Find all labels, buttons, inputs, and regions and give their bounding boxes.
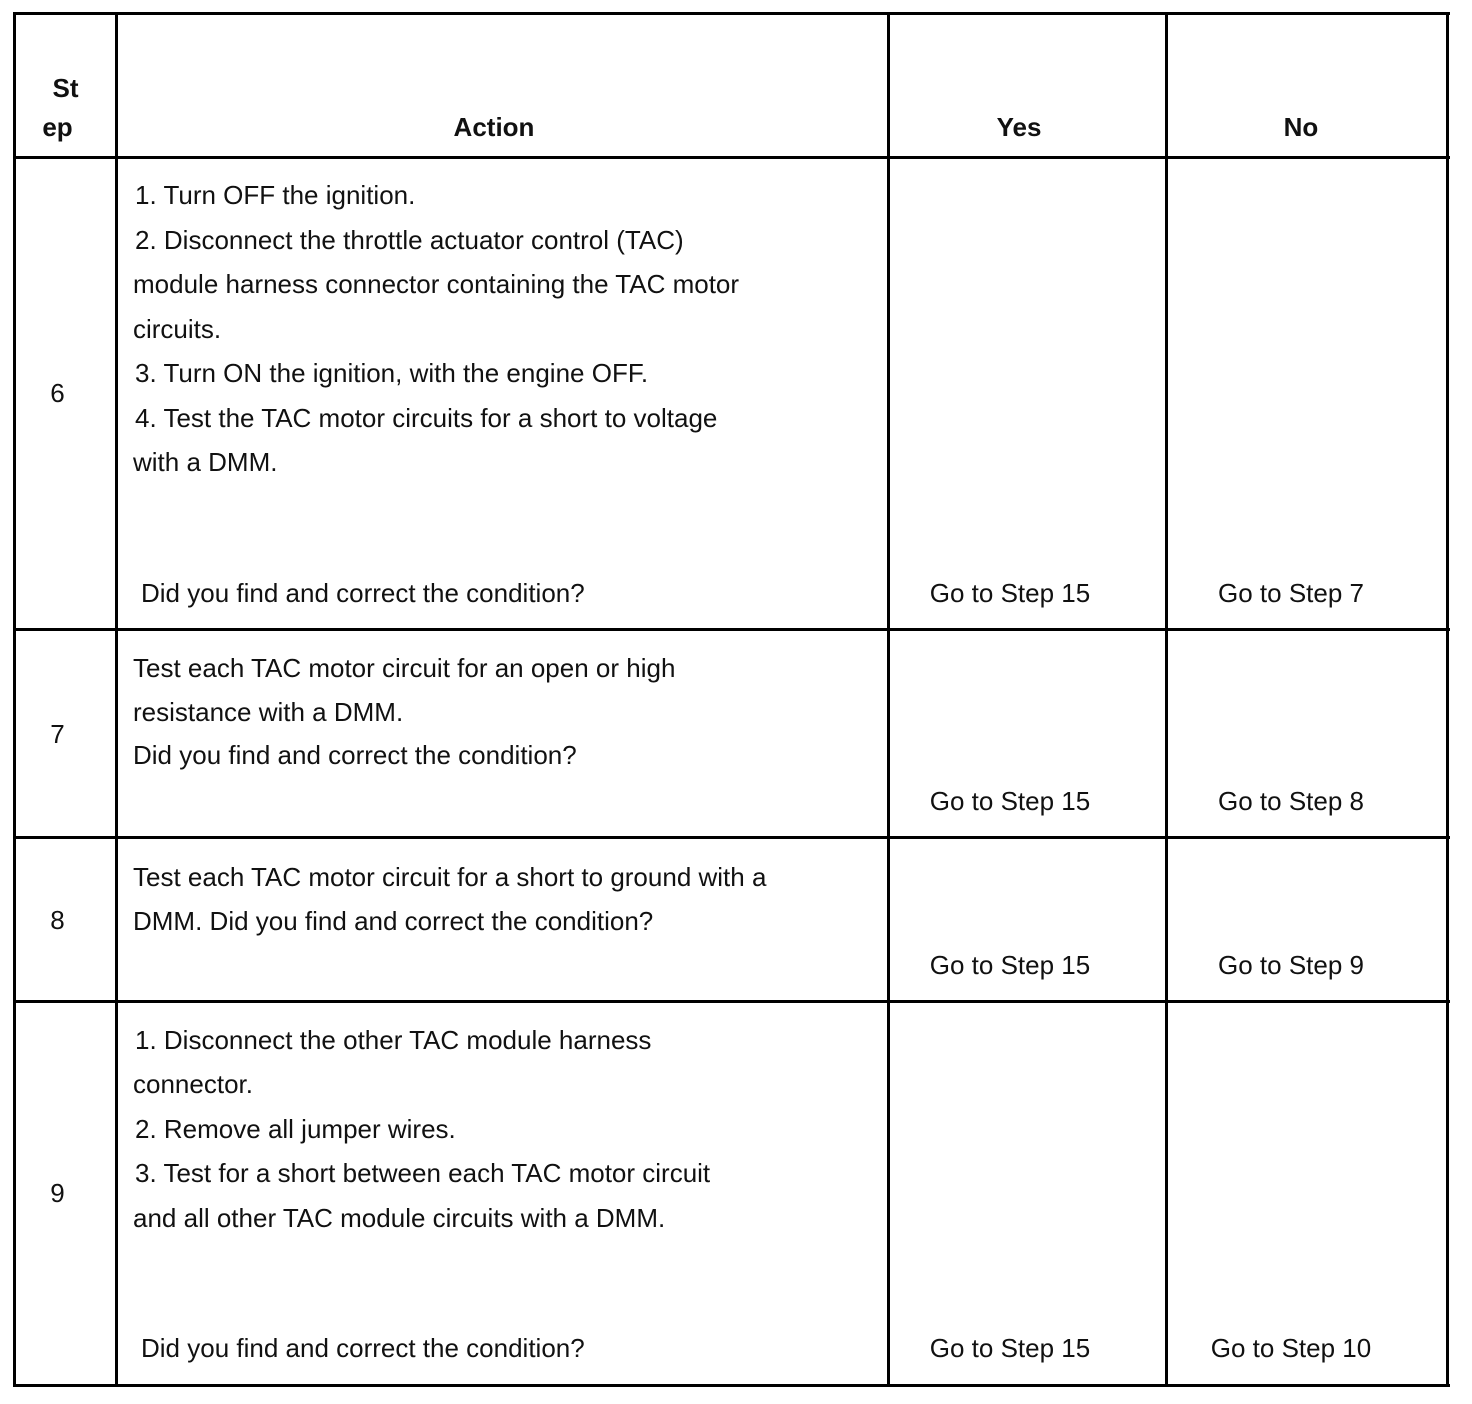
header-divider [13,156,1450,159]
action-line: 1. Disconnect the other TAC module harness [135,1025,652,1055]
action-line: resistance with a DMM. [133,697,404,727]
action-line: Did you find and correct the condition? [133,740,577,770]
no-target: Go to Step 10 [1210,1333,1372,1363]
action-line: 2. Remove all jumper wires. [135,1114,456,1144]
action-line: 1. Turn OFF the ignition. [135,180,416,210]
action-line: and all other TAC module circuits with a DMM. [133,1203,666,1233]
yes-target: Go to Step 15 [929,786,1091,816]
no-target: Go to Step 8 [1218,786,1364,816]
header-no: No [1283,112,1319,142]
column-divider [1165,12,1168,1387]
no-target: Go to Step 9 [1218,950,1364,980]
yes-target: Go to Step 15 [929,1333,1091,1363]
header-yes: Yes [996,112,1042,142]
action-line: 3. Turn ON the ignition, with the engine OFF. [135,358,649,388]
column-divider [887,12,890,1387]
row-divider [13,1000,1450,1003]
action-line: with a DMM. [133,447,278,477]
action-line: 2. Disconnect the throttle actuator control (TAC) [135,225,684,255]
table-border-top [13,12,1450,15]
action-line: 3. Test for a short between each TAC motor circuit [135,1158,711,1188]
no-target: Go to Step 7 [1218,578,1364,608]
step-number: 8 [50,905,65,935]
table-border-right [1446,12,1449,1387]
header-action: Action [453,112,535,142]
table-border-bottom [13,1384,1450,1387]
action-question: Did you find and correct the condition? [141,578,585,608]
action-line: connector. [133,1069,253,1099]
action-line: DMM. Did you find and correct the condition? [133,906,654,936]
action-question: Did you find and correct the condition? [141,1333,585,1363]
yes-target: Go to Step 15 [929,578,1091,608]
step-number: 6 [50,378,65,408]
header-step-line2: ep [42,112,73,142]
action-line: module harness connector containing the TAC motor [133,269,740,299]
action-line: circuits. [133,314,222,344]
step-number: 9 [50,1178,65,1208]
header-step-line1: St [52,73,79,103]
action-line: Test each TAC motor circuit for a short to ground with a [133,862,767,892]
yes-target: Go to Step 15 [929,950,1091,980]
action-line: 4. Test the TAC motor circuits for a short to voltage [135,403,718,433]
column-divider [115,12,118,1387]
row-divider [13,836,1450,839]
action-line: Test each TAC motor circuit for an open or high [133,653,676,683]
row-divider [13,628,1450,631]
step-number: 7 [50,719,65,749]
